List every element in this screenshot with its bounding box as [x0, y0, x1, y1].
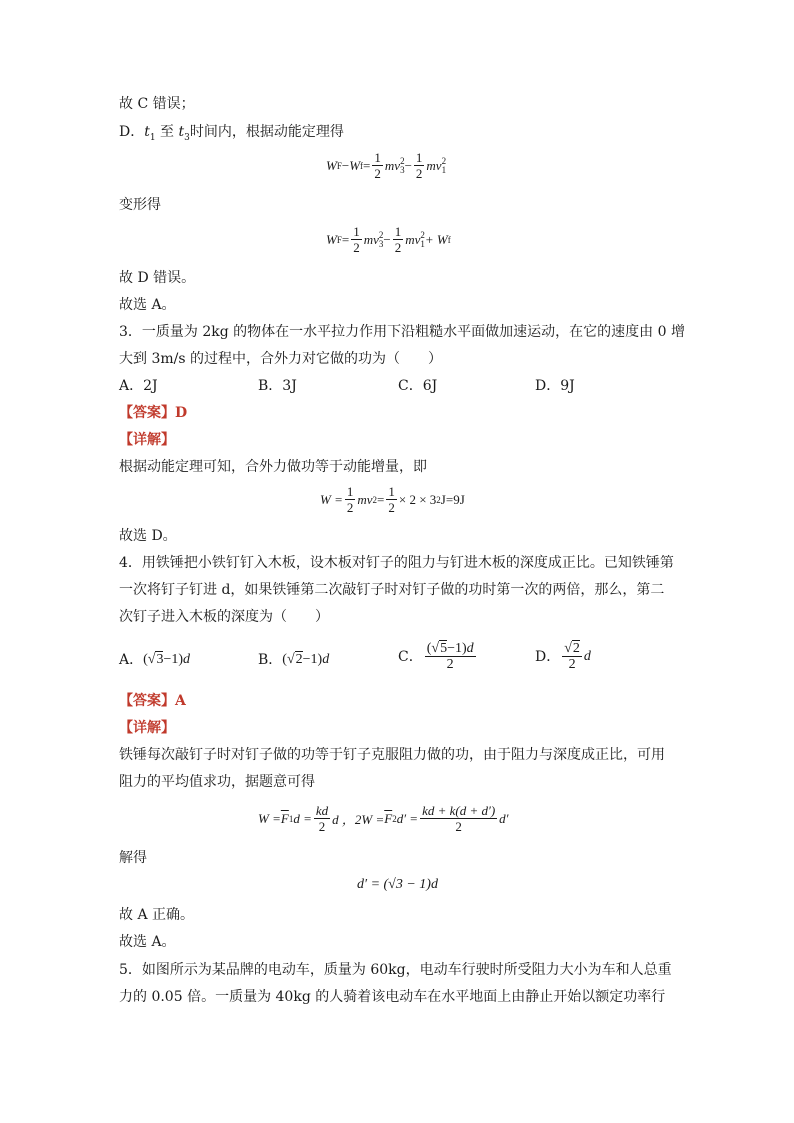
option-d: D．9J	[535, 378, 575, 394]
text-line: 阻力的平均值求功，据题意可得	[119, 774, 315, 790]
math-var: d′	[499, 810, 509, 826]
option-c: C．6J	[398, 378, 438, 394]
text-line: 故 D 错误。	[119, 270, 196, 286]
question-text: 一次将钉子钉进 d，如果铁锤第二次敲钉子时对钉子做的功时第一次的两倍，那么，第二	[119, 582, 665, 598]
frac-num: 1	[346, 484, 354, 499]
option-label: C．	[398, 648, 423, 665]
option-label: D．	[535, 648, 561, 665]
text-line: 根据动能定理可知，合外力做功等于动能增量，即	[119, 459, 427, 475]
math-sub: 1	[149, 132, 156, 143]
frac-den: 2	[346, 500, 354, 515]
text-line: 解得	[119, 850, 147, 866]
frac-den: 2	[353, 240, 360, 255]
math-var: mv	[426, 157, 442, 173]
fraction	[386, 484, 397, 515]
frac-den: 2	[318, 819, 326, 834]
math-sub: F	[336, 160, 342, 171]
fraction: $\frac{(√5-1)d}{2}$	[426, 641, 474, 672]
option-b: B．3J	[258, 378, 297, 394]
frac-num: 1	[394, 224, 402, 239]
frac-num: kd + k(d + d′)	[422, 803, 496, 818]
math-supsub: 2 3	[378, 229, 384, 249]
math-var: W	[326, 157, 337, 173]
fraction	[420, 803, 497, 834]
frac-den: 2	[455, 819, 462, 834]
math-var: t	[178, 124, 185, 140]
math-supsub: 2 1	[420, 229, 425, 249]
text-line: 变形得	[119, 197, 161, 213]
equation	[326, 224, 451, 255]
text-line: 故 C 错误；	[119, 96, 195, 112]
option-expr: (√3−1)d	[143, 652, 191, 667]
math-op: =	[377, 491, 385, 507]
fraction	[372, 150, 383, 181]
frac-num: 1	[415, 150, 423, 165]
text-line: 故 A 正确。	[119, 907, 195, 923]
question-text: 次钉子进入木板的深度为（ ）	[119, 609, 329, 625]
math-sup: 2	[372, 494, 378, 505]
math-var: mv	[405, 231, 421, 247]
math-supsub: 2 3	[400, 155, 405, 175]
text-line: 故选 D。	[119, 528, 177, 544]
math-op: =	[341, 231, 350, 247]
frac-den: 2	[394, 240, 402, 255]
math-var: + W	[424, 231, 448, 247]
fraction	[351, 224, 362, 255]
text-line: 故选 A。	[119, 934, 176, 950]
math-supsub: 2 1	[441, 155, 447, 175]
frac-den: 2	[388, 500, 395, 515]
text-fragment: 时间内，根据动能定理得	[189, 124, 344, 140]
equation	[258, 803, 509, 834]
math-op: =	[363, 157, 371, 173]
math-var: W =	[320, 491, 343, 507]
math-sub: f	[360, 160, 364, 171]
math-op: × 2 × 3	[398, 491, 437, 507]
math-sup: 2	[436, 494, 441, 505]
answer-label: 【答案】D	[119, 405, 188, 421]
math-var: mv	[384, 157, 401, 173]
question-text: 5．如图所示为某品牌的电动车，质量为 60kg，电动车行驶时所受阻力大小为车和人总重	[119, 962, 672, 978]
math-var: $\overline{F}$	[280, 810, 289, 826]
math-sub: 1	[288, 813, 294, 824]
fraction	[393, 224, 404, 255]
math-var: $\overline{F}$	[384, 810, 393, 826]
math-var: mv	[357, 491, 373, 507]
math-var: d ，2W =	[332, 812, 385, 827]
text-line: 铁锤每次敲钉子时对钉子做的功等于钉子克服阻力做的功，由于阻力与深度成正比，可用	[119, 747, 665, 763]
fraction	[314, 803, 330, 834]
option-a: A．2J	[119, 378, 158, 394]
option-b	[258, 650, 329, 670]
fraction	[414, 150, 425, 181]
math-var: mv	[363, 231, 379, 247]
detail-label: 【详解】	[119, 432, 175, 448]
math-var: d =	[293, 810, 312, 826]
option-d: D． $\frac{√2}{2}$ d	[535, 641, 591, 672]
frac-den: 2	[415, 166, 423, 181]
option-a	[119, 650, 190, 670]
math-sub: 2	[392, 813, 397, 824]
text-line	[119, 122, 344, 148]
text-fragment: D．	[119, 124, 145, 140]
question-text: 大到 3m/s 的过程中，合外力对它做的功为（ ）	[119, 351, 442, 367]
math-sub: F	[336, 234, 342, 245]
question-text: 3．一质量为 2kg 的物体在一水平拉力作用下沿粗糙水平面做加速运动，在它的速度由 0 增	[119, 324, 685, 340]
detail-label: 【详解】	[119, 720, 175, 736]
option-label: A．	[119, 652, 144, 668]
math-sub: f	[447, 234, 451, 245]
option-expr: (√2−1)d	[282, 652, 330, 667]
math-var: W	[326, 231, 337, 247]
math-var: W	[349, 157, 361, 173]
math-var: W =	[258, 810, 281, 826]
text-fragment: 至	[155, 124, 179, 140]
math-sub: 3	[184, 132, 190, 143]
frac-den: 2	[374, 166, 381, 181]
frac-num: 1	[374, 150, 381, 165]
fraction	[345, 484, 356, 515]
math-var: d′ =	[396, 810, 419, 826]
frac-num: 1	[353, 224, 360, 239]
math-op: −	[383, 231, 391, 247]
fraction: $\frac{√2}{2}$	[564, 641, 580, 672]
text-line: 故选 A。	[119, 297, 176, 313]
equation	[326, 150, 446, 181]
math-op: −	[341, 157, 350, 173]
option-c	[398, 641, 478, 672]
question-text: 力的 0.05 倍。一质量为 40kg 的人骑着该电动车在水平地面上由静止开始以额定功率行	[119, 989, 666, 1005]
answer-label: 【答案】A	[119, 693, 186, 709]
math-op: J=9J	[440, 491, 465, 507]
equation: d′ = (√3 − 1)d	[357, 877, 438, 892]
equation	[320, 484, 465, 515]
question-text: 4．用铁锤把小铁钉钉入木板，设木板对钉子的阻力与钉进木板的深度成正比。已知铁锤第	[119, 555, 674, 571]
math-op: −	[404, 157, 412, 173]
frac-num: kd	[315, 803, 329, 818]
frac-num: 1	[388, 484, 395, 499]
math-var: t	[144, 124, 150, 140]
option-label: B．	[258, 652, 283, 668]
